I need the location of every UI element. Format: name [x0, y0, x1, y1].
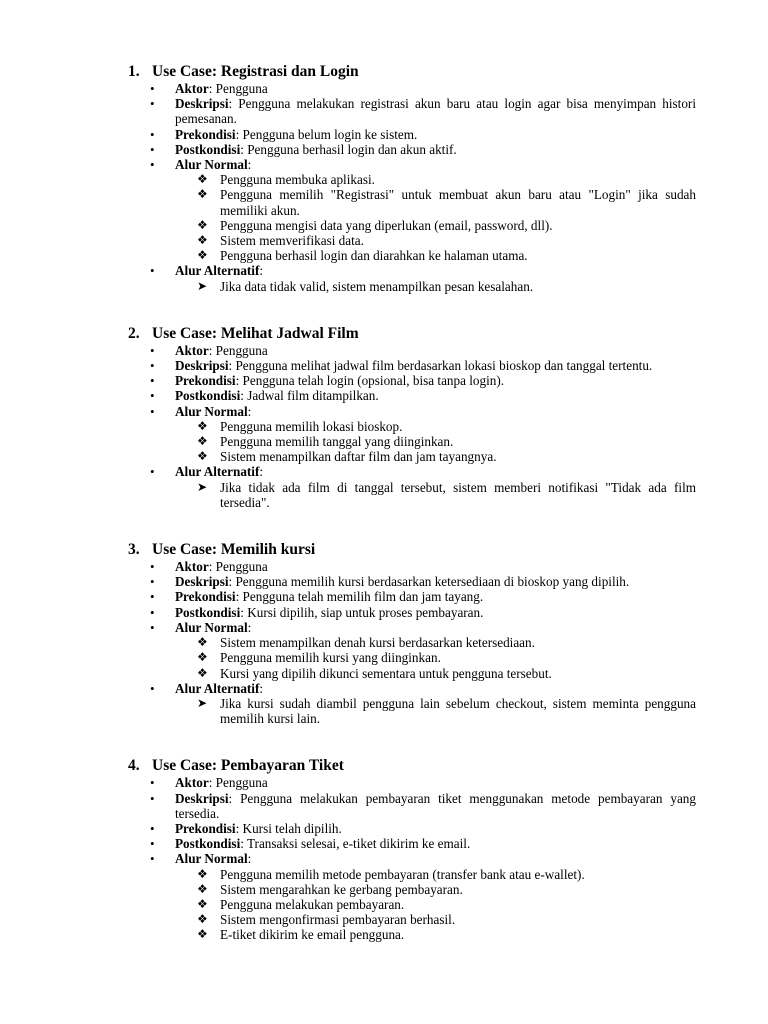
detail-alur-normal: [175, 157, 696, 263]
postkondisi-label: Postkondisi: [175, 836, 241, 852]
alur-alternatif-label: Alur Alternatif: [175, 680, 260, 696]
postkondisi-label: Postkondisi: [175, 604, 241, 620]
detail-aktor: [175, 775, 696, 790]
step-text: Pengguna memilih tanggal yang diinginkan.: [220, 434, 454, 450]
diamond-bullet-icon: ❖: [197, 927, 208, 942]
detail-prekondisi: [175, 821, 696, 836]
alur-normal-list: [175, 172, 696, 263]
list-item: [197, 434, 696, 450]
alur-alternatif-list: [175, 696, 696, 726]
detail-aktor: [175, 343, 696, 358]
postkondisi-value: : Kursi dipilih, siap untuk proses pembayaran.: [240, 604, 484, 620]
heading-title: Use Case: Memilih kursi: [152, 541, 316, 559]
arrowhead-bullet-icon: ➤: [197, 278, 208, 293]
diamond-bullet-icon: ❖: [197, 418, 208, 433]
alur-alternatif-colon: :: [259, 464, 264, 480]
prekondisi-label: Prekondisi: [175, 589, 236, 605]
aktor-value: : Pengguna: [208, 342, 268, 358]
list-item: [197, 866, 696, 882]
deskripsi-value: : Pengguna memilih kursi berdasarkan ketersediaan di bioskop yang dipilih.: [228, 574, 630, 590]
detail-alur-alternatif: [175, 681, 696, 727]
postkondisi-label: Postkondisi: [175, 388, 241, 404]
alur-normal-label: Alur Normal: [175, 403, 248, 419]
aktor-label: Aktor: [175, 775, 209, 791]
postkondisi-label: Postkondisi: [175, 141, 241, 157]
prekondisi-value: : Pengguna belum login ke sistem.: [235, 126, 418, 142]
heading-number: 3.: [128, 541, 140, 559]
use-case-section: [128, 324, 696, 510]
diamond-bullet-icon: ❖: [197, 248, 208, 263]
alur-alternatif-label: Alur Alternatif: [175, 464, 260, 480]
diamond-bullet-icon: ❖: [197, 233, 208, 248]
diamond-bullet-icon: ❖: [197, 912, 208, 927]
prekondisi-label: Prekondisi: [175, 373, 236, 389]
use-case-details: [128, 81, 696, 294]
alur-alternatif-label: Alur Alternatif: [175, 263, 260, 279]
aktor-value: : Pengguna: [208, 775, 268, 791]
deskripsi-value: : Pengguna melihat jadwal film berdasarkan lokasi bioskop dan tanggal tertentu.: [228, 358, 653, 374]
list-item: [197, 217, 696, 233]
detail-aktor: [175, 81, 696, 96]
step-text: Kursi yang dipilih dikunci sementara untuk pengguna tersebut.: [220, 665, 552, 681]
alur-normal-colon: :: [247, 403, 252, 419]
step-text: Pengguna memilih metode pembayaran (transfer bank atau e-wallet).: [220, 866, 585, 882]
deskripsi-label: Deskripsi: [175, 358, 229, 374]
postkondisi-value: : Jadwal film ditampilkan.: [240, 388, 379, 404]
deskripsi-value: : Pengguna melakukan registrasi akun baru atau login agar bisa menyimpan histori pemesanan.: [175, 96, 696, 127]
detail-prekondisi: [175, 373, 696, 388]
step-text: Sistem menampilkan daftar film dan jam tayangnya.: [220, 449, 497, 465]
list-item: [197, 418, 696, 434]
diamond-bullet-icon: ❖: [197, 896, 208, 911]
postkondisi-value: : Transaksi selesai, e-tiket dikirim ke email.: [240, 836, 471, 852]
deskripsi-label: Deskripsi: [175, 574, 229, 590]
alur-alternatif-list: [175, 279, 696, 294]
detail-alur-normal: [175, 404, 696, 465]
step-text: Sistem mengonfirmasi pembayaran berhasil.: [220, 912, 456, 928]
use-case-section: [128, 540, 696, 726]
alur-alternatif-list: [175, 480, 696, 510]
step-text: Jika tidak ada film di tanggal tersebut, sistem memberi notifikasi "Tidak ada film tersedia".: [220, 479, 696, 510]
alur-normal-list: [175, 419, 696, 465]
use-case-details: [128, 775, 696, 942]
step-text: Jika data tidak valid, sistem menampilkan pesan kesalahan.: [220, 278, 534, 294]
step-text: Sistem memverifikasi data.: [220, 233, 364, 249]
use-case-details: [128, 559, 696, 726]
step-text: Pengguna memilih kursi yang diinginkan.: [220, 650, 441, 666]
alur-normal-colon: :: [247, 157, 252, 173]
heading-number: 2.: [128, 324, 140, 342]
prekondisi-label: Prekondisi: [175, 126, 236, 142]
alur-alternatif-colon: :: [259, 263, 264, 279]
list-item: [197, 896, 696, 912]
list-item: [197, 479, 696, 510]
detail-deskripsi: [175, 574, 696, 589]
aktor-value: : Pengguna: [208, 81, 268, 96]
list-item: [197, 449, 696, 465]
aktor-value: : Pengguna: [208, 559, 268, 575]
use-case-heading: [128, 62, 696, 81]
detail-alur-normal: [175, 851, 696, 942]
alur-normal-list: [175, 867, 696, 943]
alur-normal-label: Alur Normal: [175, 619, 248, 635]
use-case-heading: [128, 324, 696, 343]
diamond-bullet-icon: ❖: [197, 187, 208, 202]
list-item: [197, 927, 696, 943]
detail-alur-alternatif: [175, 263, 696, 293]
prekondisi-value: : Kursi telah dipilih.: [235, 820, 342, 836]
alur-normal-colon: :: [247, 619, 252, 635]
postkondisi-value: : Pengguna berhasil login dan akun aktif.: [240, 141, 457, 157]
arrowhead-bullet-icon: ➤: [197, 695, 208, 710]
detail-postkondisi: [175, 142, 696, 157]
detail-postkondisi: [175, 836, 696, 851]
list-item: [197, 695, 696, 727]
prekondisi-label: Prekondisi: [175, 820, 236, 836]
detail-deskripsi: [175, 96, 696, 126]
diamond-bullet-icon: ❖: [197, 217, 208, 232]
alur-normal-label: Alur Normal: [175, 157, 248, 173]
detail-prekondisi: [175, 127, 696, 142]
detail-deskripsi: [175, 358, 696, 373]
aktor-label: Aktor: [175, 342, 209, 358]
use-case-heading: [128, 756, 696, 775]
list-item: [197, 650, 696, 666]
prekondisi-value: : Pengguna telah memilih film dan jam tayang.: [235, 589, 484, 605]
detail-alur-alternatif: [175, 464, 696, 510]
diamond-bullet-icon: ❖: [197, 434, 208, 449]
alur-normal-list: [175, 635, 696, 681]
heading-title: Use Case: Pembayaran Tiket: [152, 757, 344, 775]
list-item: [197, 187, 696, 218]
detail-prekondisi: [175, 589, 696, 604]
detail-postkondisi: [175, 605, 696, 620]
deskripsi-label: Deskripsi: [175, 96, 229, 112]
use-case-section: [128, 756, 696, 942]
use-case-section: [128, 62, 696, 294]
list-item: [197, 665, 696, 681]
step-text: Jika kursi sudah diambil pengguna lain sebelum checkout, sistem meminta pengguna memilih kursi lain.: [220, 695, 696, 727]
prekondisi-value: : Pengguna telah login (opsional, bisa tanpa login).: [235, 373, 505, 389]
diamond-bullet-icon: ❖: [197, 881, 208, 896]
step-text: Pengguna mengisi data yang diperlukan (email, password, dll).: [220, 217, 553, 233]
use-case-details: [128, 343, 696, 510]
step-text: Sistem menampilkan denah kursi berdasarkan ketersediaan.: [220, 635, 535, 651]
diamond-bullet-icon: ❖: [197, 650, 208, 665]
detail-alur-normal: [175, 620, 696, 681]
deskripsi-label: Deskripsi: [175, 790, 229, 806]
aktor-label: Aktor: [175, 81, 209, 96]
step-text: Pengguna melakukan pembayaran.: [220, 896, 405, 912]
arrowhead-bullet-icon: ➤: [197, 479, 208, 494]
list-item: [197, 278, 696, 294]
aktor-label: Aktor: [175, 559, 209, 575]
use-case-heading: [128, 540, 696, 559]
list-item: [197, 912, 696, 928]
step-text: Pengguna membuka aplikasi.: [220, 172, 375, 188]
step-text: Sistem mengarahkan ke gerbang pembayaran.: [220, 881, 463, 897]
heading-number: 1.: [128, 63, 140, 80]
diamond-bullet-icon: ❖: [197, 866, 208, 881]
heading-title: Use Case: Registrasi dan Login: [152, 63, 359, 80]
detail-aktor: [175, 559, 696, 574]
diamond-bullet-icon: ❖: [197, 635, 208, 650]
list-item: [197, 172, 696, 188]
list-item: [197, 881, 696, 897]
step-text: E-tiket dikirim ke email pengguna.: [220, 927, 405, 943]
alur-normal-colon: :: [247, 851, 252, 867]
diamond-bullet-icon: ❖: [197, 449, 208, 464]
step-text: Pengguna berhasil login dan diarahkan ke halaman utama.: [220, 248, 528, 264]
detail-postkondisi: [175, 388, 696, 403]
document-page: [128, 62, 696, 973]
alur-normal-label: Alur Normal: [175, 851, 248, 867]
heading-title: Use Case: Melihat Jadwal Film: [152, 324, 359, 342]
list-item: [197, 635, 696, 651]
heading-number: 4.: [128, 757, 140, 775]
list-item: [197, 248, 696, 264]
detail-deskripsi: [175, 791, 696, 821]
deskripsi-value: : Pengguna melakukan pembayaran tiket menggunakan metode pembayaran yang tersedia.: [175, 790, 696, 821]
step-text: Pengguna memilih lokasi bioskop.: [220, 418, 403, 434]
list-item: [197, 233, 696, 249]
diamond-bullet-icon: ❖: [197, 665, 208, 680]
step-text: Pengguna memilih "Registrasi" untuk membuat akun baru atau "Login" jika sudah memiliki akun.: [220, 187, 696, 218]
diamond-bullet-icon: ❖: [197, 172, 208, 187]
alur-alternatif-colon: :: [259, 680, 264, 696]
